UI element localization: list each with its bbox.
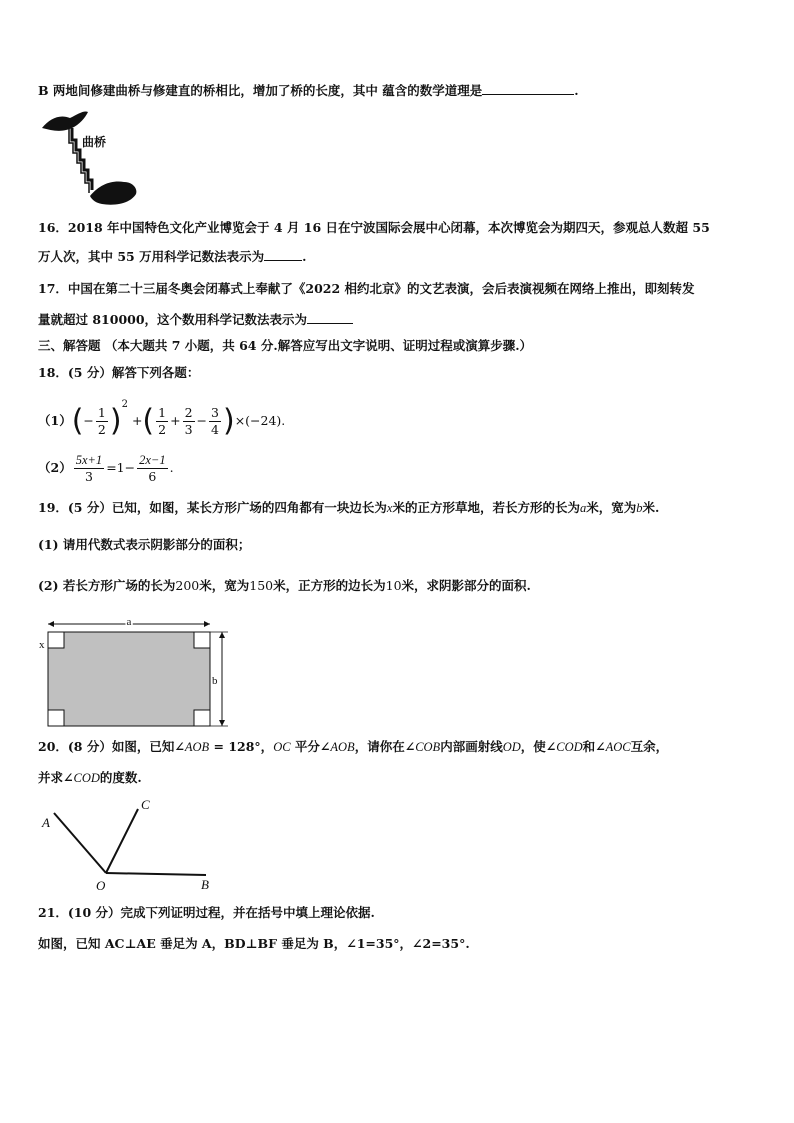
q20-line2-a: 并求∠ (38, 770, 74, 785)
q20-d: ，请你在∠ (354, 739, 416, 754)
angle-cod: COD (556, 740, 583, 754)
q18-p1-label: （1） (38, 413, 72, 428)
q18-p2-label: （2） (38, 460, 72, 475)
rectangle-square-figure (36, 612, 236, 732)
q16-line2-text: 万人次，其中 55 万用科学记数法表示为 (38, 249, 265, 264)
q19-text-b: 米的正方形草地，若长方形的长为 (392, 500, 580, 515)
q18-part2 (38, 452, 174, 485)
angle-aob-2: AOB (330, 740, 355, 754)
q18-p1-minus: − (83, 413, 94, 428)
numerator: 2 (184, 405, 193, 420)
q16-end: . (302, 249, 307, 264)
q19-text-d: 米. (642, 500, 660, 515)
denominator: 2 (158, 422, 167, 437)
section3-heading: 三、解答题 （本大题共 7 小题，共 64 分.解答应写出文字说明、证明过程或演算步骤.） (38, 338, 533, 353)
lower-bank (90, 182, 136, 205)
value-10: 10 (385, 578, 402, 593)
q19-sub1: (1) 请用代数式表示阴影部分的面积； (38, 537, 251, 552)
numerator: 5x+1 (75, 453, 103, 467)
q19-sub2-d: 米，求阴影部分的面积. (401, 578, 531, 593)
q20-h: 互余， (630, 739, 669, 754)
label-x: x (39, 639, 45, 651)
q15-end: . (574, 83, 579, 98)
angle-cod-2: COD (73, 771, 100, 785)
numerator: 1 (158, 405, 167, 420)
q19-text-a: 19．(5 分）已知，如图，某长方形广场的四角都有一块边长为 (38, 500, 387, 515)
value-150: 150 (249, 578, 274, 593)
fraction-3-4 (209, 405, 221, 438)
q18-title: 18．(5 分）解答下列各题： (38, 365, 200, 380)
q20-c: 平分∠ (290, 739, 331, 754)
q15-text: B 两地间修建曲桥与修建直的桥相比，增加了桥的长度，其中 蕴含的数学道理是 (38, 83, 483, 98)
bridge-label: 曲桥 (82, 135, 107, 149)
fraction-2x1-6 (137, 452, 167, 485)
angle-cob: COB (415, 740, 441, 754)
upper-bank (42, 111, 88, 130)
ray-od: OD (502, 740, 521, 754)
q18-part1: （1）(− $\frac{1}{2}$ )$^2$ +( $\frac{1}{2}$ + $\frac{2}{3}$ − $\frac{3}{4}$ )×(−24). (38, 399, 286, 439)
q15-answer-blank (482, 82, 574, 95)
q16-line2 (38, 248, 306, 266)
label-b: b (212, 675, 218, 687)
equals-one-minus: =1− (106, 460, 136, 475)
q20-line2 (38, 769, 142, 787)
q15-text-line (38, 82, 579, 100)
q17-line1: 17．中国在第二十三届冬奥会闭幕式上奉献了《2022 相约北京》的文艺表演，会后表演视频在网络上推出，即刻转发 (38, 281, 695, 296)
q17-line2 (38, 311, 353, 329)
q19-sub2-c: 米，正方形的边长为 (273, 578, 386, 593)
denominator: 2 (97, 422, 106, 437)
denominator: 6 (148, 469, 157, 484)
value-200: 200 (175, 578, 200, 593)
curved-bridge-figure (40, 108, 140, 208)
q19-sub2-b: 米，宽为 (199, 578, 250, 593)
angle-aob: AOB (184, 740, 210, 754)
numerator: 3 (211, 405, 219, 420)
times-neg24: ×(−24) (234, 413, 282, 428)
denominator: 3 (184, 422, 193, 437)
fraction-5x1-3 (74, 452, 104, 485)
var-a: a (579, 501, 587, 515)
fraction-1-2b (156, 405, 168, 438)
q20-g: 和∠ (582, 739, 606, 754)
q21-line2: 如图，已知 AC⊥AE 垂足为 A，BD⊥BF 垂足为 B，∠1=35°，∠2=35°. (38, 936, 470, 951)
q20-b: = 128°， (209, 739, 274, 754)
q17-answer-blank (307, 311, 353, 324)
plus-sign: + (131, 413, 143, 428)
fraction-1-2 (96, 405, 108, 438)
q20-f: ，使∠ (520, 739, 557, 754)
denominator: 4 (211, 422, 219, 437)
point-O: O (96, 878, 106, 893)
q16-line1: 16．2018 年中国特色文化产业博览会于 4 月 16 日在宁波国际会展中心闭幕，本次博览会为期四天，参观总人数超 55 (38, 220, 710, 235)
q18-p2-end: . (169, 460, 174, 475)
q16-answer-blank (264, 248, 302, 261)
numerator: 2x−1 (139, 453, 166, 467)
q19-sub2-a: (2) 若长方形广场的长为 (38, 578, 176, 593)
q21-line1: 21．(10 分）完成下列证明过程，并在括号中填上理论依据. (38, 905, 375, 920)
q20-line1 (38, 738, 668, 756)
angle-aoc: AOC (605, 740, 631, 754)
numerator: 1 (97, 405, 106, 420)
exponent: 2 (121, 399, 128, 410)
q20-line2-b: 的度数. (99, 770, 142, 785)
point-A: A (42, 815, 50, 830)
ray-oc: OC (273, 740, 291, 754)
point-C: C (141, 797, 150, 812)
q20-a: 20．(8 分）如图，已知∠ (38, 739, 185, 754)
minus-sign: − (196, 413, 208, 428)
var-b: b (636, 501, 643, 515)
q18-p1-end: . (281, 413, 286, 428)
plus-sign: + (170, 413, 181, 428)
q20-e: 内部画射线 (440, 739, 503, 754)
fraction-2-3 (183, 405, 195, 438)
q17-line2-text: 量就超过 810000，这个数用科学记数法表示为 (38, 312, 308, 327)
denominator: 3 (84, 469, 93, 484)
q19-line1 (38, 499, 659, 517)
angle-figure (36, 793, 226, 893)
label-a: a (126, 616, 132, 628)
var-x: x (386, 501, 393, 515)
q19-sub2 (38, 577, 531, 595)
point-B: B (201, 877, 209, 892)
q19-text-c: 米，宽为 (586, 500, 637, 515)
